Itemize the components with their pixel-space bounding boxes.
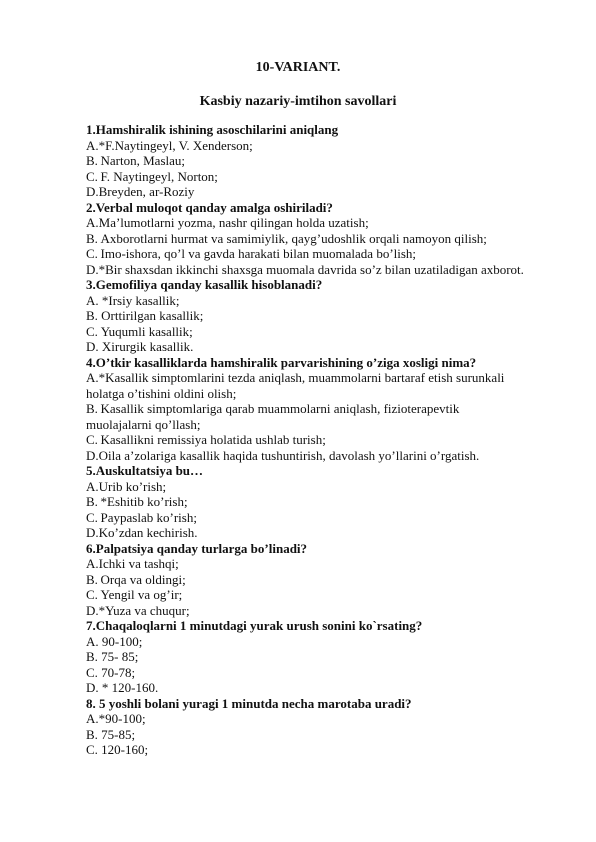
question-3-text: 3.Gemofiliya qanday kasallik hisoblanadi? xyxy=(86,277,323,292)
question-6-text: 6.Palpatsiya qanday turlarga bo’linadi? xyxy=(86,540,308,556)
page-subtitle: Kasbiy nazariy-imtihon savollari xyxy=(199,94,397,109)
question-2-option-c: C. Imo-ishora, qo’l va gavda harakati bilan muomalada bo’lish; xyxy=(86,246,417,261)
question-2-text: 2.Verbal muloqot qanday amalga oshiriladi? xyxy=(86,199,333,215)
question-7-option-a: A. 90-100; xyxy=(86,633,143,649)
question-1-option-a: A.*F.Naytingeyl, V. Xenderson; xyxy=(86,137,253,153)
question-2-option-a: A.Ma’lumotlarni yozma, nashr qilingan holda uzatish; xyxy=(86,215,369,230)
question-6-option-a: A.Ichki va tashqi; xyxy=(86,556,179,571)
question-7-option-b: B. 75- 85; xyxy=(86,649,139,664)
question-3-option-a: A. *Irsiy kasallik; xyxy=(86,292,180,308)
question-7-text: 7.Chaqaloqlarni 1 minutdagi yurak urush sonini ko`rsating? xyxy=(86,618,423,633)
question-3-option-c: C. Yuqumli kasallik; xyxy=(86,323,193,339)
question-4-option-c: C. Kasallikni remissiya holatida ushlab turish; xyxy=(86,432,326,447)
question-3-option-b: B. Orttirilgan kasallik; xyxy=(86,308,204,323)
question-7-option-c: C. 70-78; xyxy=(86,664,136,680)
question-4-text: 4.O’tkir kasalliklarda hamshiralik parvarishining o’ziga xosligi nima? xyxy=(86,354,477,370)
question-1-option-d: D.Breyden, ar-Roziy xyxy=(86,184,195,199)
question-5-text: 5.Auskultatsiya bu… xyxy=(86,463,204,478)
question-5-option-c: C. Paypaslab ko’rish; xyxy=(86,509,197,525)
question-1-text: 1.Hamshiralik ishining asoschilarini aniqlang xyxy=(86,122,339,137)
question-6-option-d: D.*Yuza va chuqur; xyxy=(86,602,190,618)
question-4-option-d: D.Oila a’zolariga kasallik haqida tushuntirish, davolash yo’llarini o’rgatish. xyxy=(86,447,480,463)
question-7-option-d: D. * 120-160. xyxy=(86,680,159,695)
question-5-option-b: B. *Eshitib ko’rish; xyxy=(86,494,188,509)
question-2-option-d: D.*Bir shaxsdan ikkinchi shaxsga muomala davrida so’z bilan uzatiladigan axborot. xyxy=(86,261,524,277)
questions-list xyxy=(86,122,526,758)
page-title: 10-VARIANT. xyxy=(255,60,341,75)
question-6-option-c: C. Yengil va og’ir; xyxy=(86,587,183,602)
question-8-text: 8. 5 yoshli bolani yuragi 1 minutda necha marotaba uradi? xyxy=(86,695,412,711)
question-8-option-b: B. 75-85; xyxy=(86,726,136,742)
question-4-option-b: B. Kasallik simptomlariga qarab muammolarni aniqlash, fizioterapevtik muolajalarni qo’llash; xyxy=(86,401,460,432)
question-5-option-d: D.Ko’zdan kechirish. xyxy=(86,525,198,540)
question-8-option-a: A.*90-100; xyxy=(86,711,146,726)
question-1-option-c: C. F. Naytingeyl, Norton; xyxy=(86,168,218,184)
question-6-option-b: B. Orqa va oldingi; xyxy=(86,571,186,587)
question-3-option-d: D. Xirurgik kasallik. xyxy=(86,339,194,354)
question-8-option-c: C. 120-160; xyxy=(86,742,149,757)
question-4-option-a: A.*Kasallik simptomlarini tezda aniqlash, muammolarni bartaraf etish surunkali holatga o’tishini oldini olish; xyxy=(86,370,505,401)
question-1-option-b: B. Narton, Maslau; xyxy=(86,153,186,168)
question-5-option-a: A.Urib ko’rish; xyxy=(86,478,167,494)
question-2-option-b: B. Axborotlarni hurmat va samimiylik, qayg’udoshlik orqali namoyon qilish; xyxy=(86,230,487,246)
